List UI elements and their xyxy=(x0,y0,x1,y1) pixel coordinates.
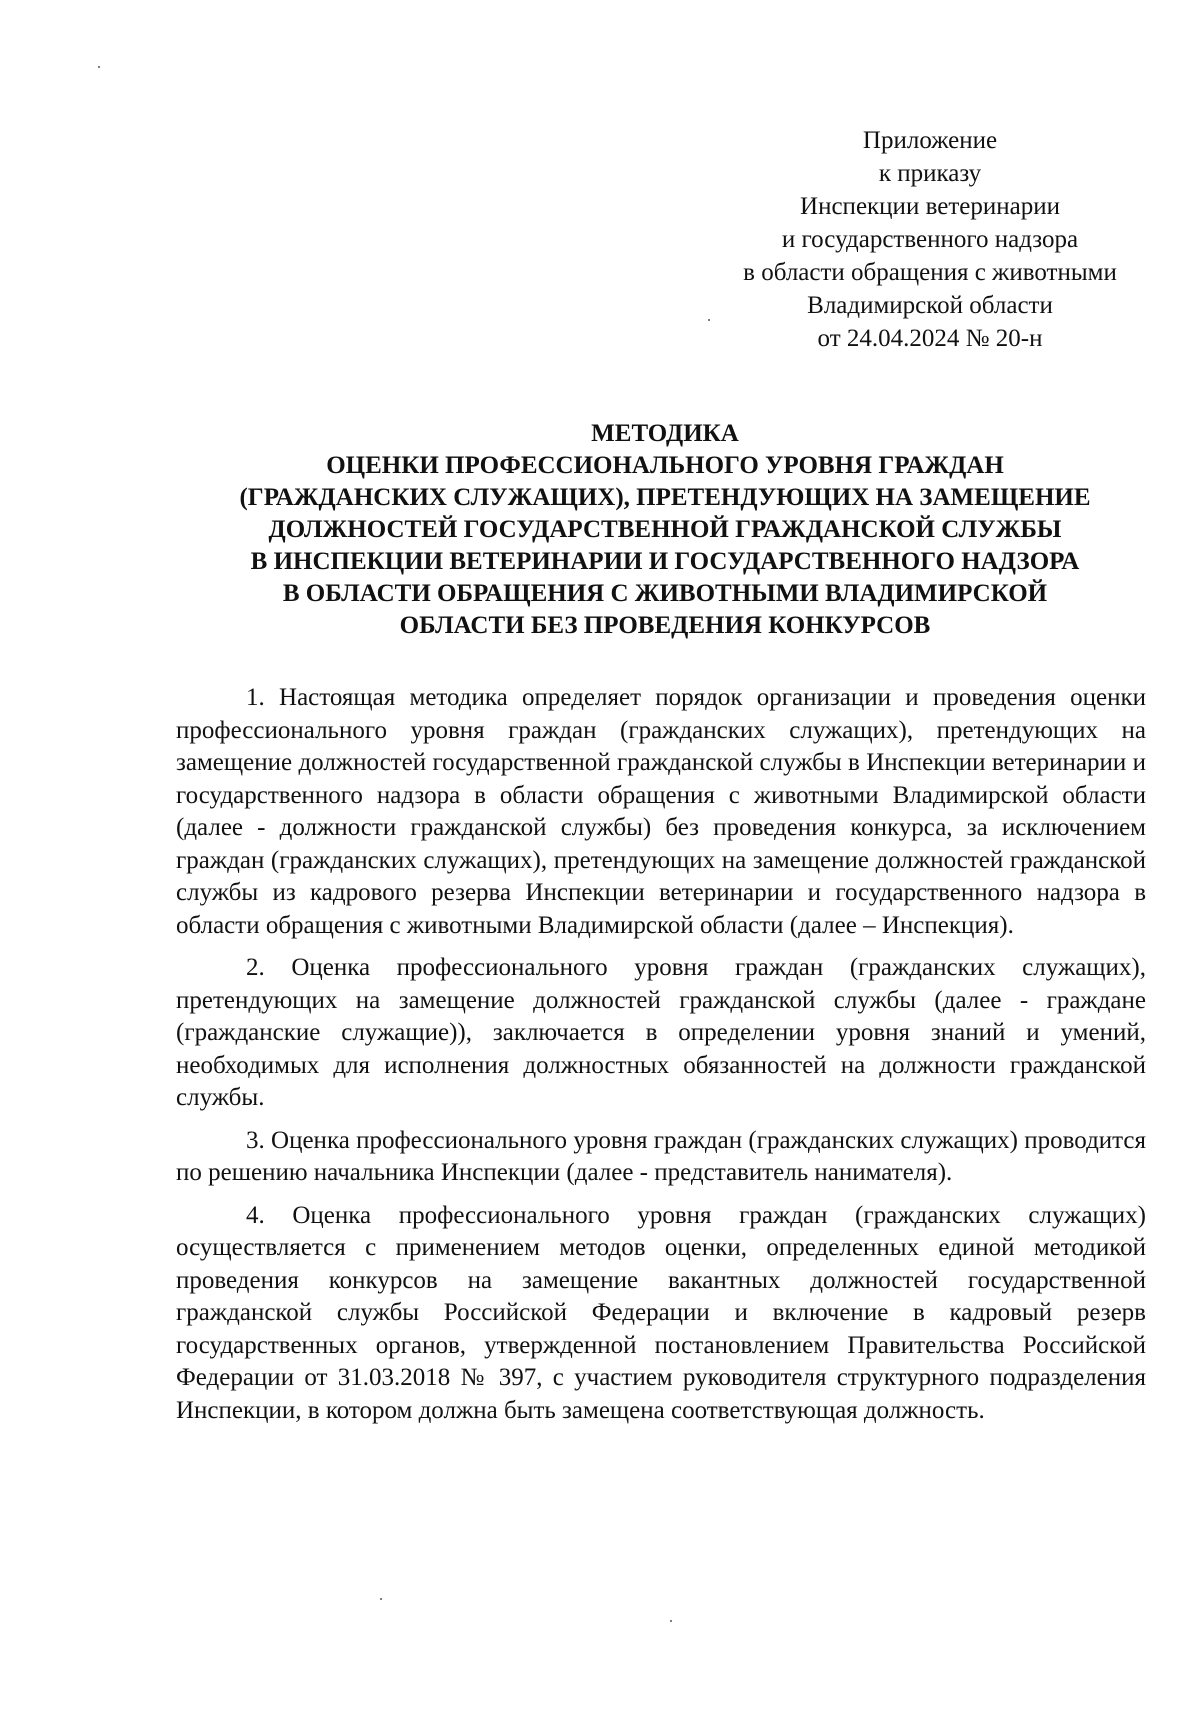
appendix-line: и государственного надзора xyxy=(781,226,1079,253)
appendix-line: от 24.04.2024 № 20-н xyxy=(817,325,1043,352)
document-body xyxy=(176,682,1146,1437)
paragraph-4: 4. Оценка профессионального уровня граждан (гражданских служащих) осуществляется с применением методов оценки, определенных единой методикой проведения конкурсов на замещение вакантных должностей государственной гражданской службы Российской Федерации и включение в кадровый резерв государственных органов, утвержденной постановлением Правительства Российской Федерации от 31.03.2018 № 397, с участием руководителя структурного подразделения Инспекции, в котором должна быть замещена соответствующая должность. xyxy=(176,1201,1146,1424)
title-line: ДОЛЖНОСТЕЙ ГОСУДАРСТВЕННОЙ ГРАЖДАНСКОЙ СЛУЖБЫ xyxy=(268,516,1062,543)
title-line: ОБЛАСТИ БЕЗ ПРОВЕДЕНИЯ КОНКУРСОВ xyxy=(399,612,931,639)
document-title xyxy=(160,418,1170,642)
title-line: В ИНСПЕКЦИИ ВЕТЕРИНАРИИ И ГОСУДАРСТВЕННОГО НАДЗОРА xyxy=(250,548,1080,575)
scan-speck xyxy=(380,1598,382,1600)
appendix-line: к приказу xyxy=(878,160,982,187)
paragraph-3: 3. Оценка профессионального уровня граждан (гражданских служащих) проводится по решению начальника Инспекции (далее - представитель нанимателя). xyxy=(176,1126,1146,1186)
scan-speck xyxy=(670,1620,672,1622)
title-line: (ГРАЖДАНСКИХ СЛУЖАЩИХ), ПРЕТЕНДУЮЩИХ НА ЗАМЕЩЕНИЕ xyxy=(239,484,1091,511)
scan-speck xyxy=(98,66,100,68)
appendix-line: Инспекции ветеринарии xyxy=(800,193,1060,220)
title-line: МЕТОДИКА xyxy=(591,420,739,447)
paragraph-1: 1. Настоящая методика определяет порядок организации и проведения оценки профессионального уровня граждан (гражданских служащих), претендующих на замещение должностей государственной гражданской службы в Инспекции ветеринарии и государственного надзора в области обращения с животными Владимирской области (далее - должности гражданской службы) без проведения конкурса, за исключением граждан (гражданских служащих), претендующих на замещение должностей гражданской службы из кадрового резерва Инспекции ветеринарии и государственного надзора в области обращения с животными Владимирской области (далее – Инспекция). xyxy=(176,684,1146,939)
appendix-line: Владимирской области xyxy=(807,292,1053,319)
scan-speck xyxy=(708,319,710,321)
appendix-line: в области обращения с животными xyxy=(743,259,1117,286)
title-line: В ОБЛАСТИ ОБРАЩЕНИЯ С ЖИВОТНЫМИ ВЛАДИМИРСКОЙ xyxy=(282,580,1048,607)
paragraph-2: 2. Оценка профессионального уровня граждан (гражданских служащих), претендующих на замещение должностей гражданской службы (далее - граждане (гражданские служащие)), заключается в определении уровня знаний и умений, необходимых для исполнения должностных обязанностей на должности гражданской службы. xyxy=(176,954,1146,1111)
appendix-header xyxy=(690,124,1170,355)
title-line: ОЦЕНКИ ПРОФЕССИОНАЛЬНОГО УРОВНЯ ГРАЖДАН xyxy=(326,452,1004,479)
appendix-line: Приложение xyxy=(862,127,998,154)
